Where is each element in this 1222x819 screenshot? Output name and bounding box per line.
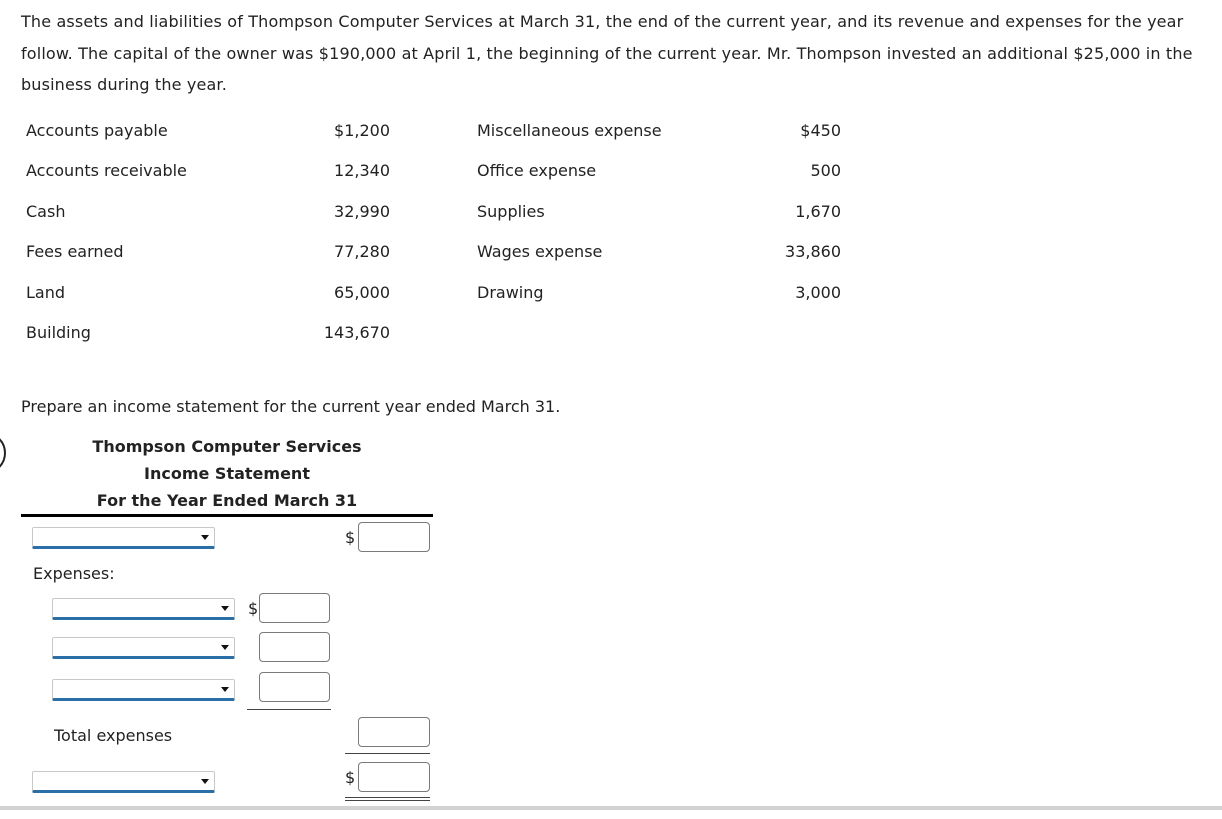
subtotal-rule: [247, 709, 331, 710]
account-name: Miscellaneous expense: [477, 121, 662, 140]
net-income-select[interactable]: [32, 771, 215, 793]
currency-symbol: $: [345, 768, 356, 787]
account-name: Wages expense: [477, 242, 603, 261]
horizontal-scrollbar[interactable]: [0, 806, 1222, 810]
currency-symbol: $: [345, 528, 356, 547]
chevron-down-icon: [221, 687, 229, 692]
total-expenses-label: Total expenses: [54, 726, 173, 745]
revenue-account-select[interactable]: [32, 527, 215, 549]
account-value: 500: [810, 161, 841, 180]
account-value: 143,670: [323, 323, 390, 342]
chevron-down-icon: [221, 645, 229, 650]
sidebar-edge-circle: [0, 432, 6, 474]
account-name: Accounts payable: [26, 121, 168, 140]
account-value: $450: [800, 121, 841, 140]
account-value: 77,280: [334, 242, 390, 261]
currency-symbol: $: [248, 599, 259, 618]
chevron-down-icon: [201, 535, 209, 540]
total-rule: [345, 753, 430, 754]
account-name: Drawing: [477, 283, 544, 302]
statement-title: Income Statement: [144, 464, 310, 483]
account-name: Land: [26, 283, 66, 302]
net-income-input[interactable]: [358, 762, 430, 792]
heading-rule: [21, 514, 433, 517]
expense-account-select-1[interactable]: [52, 598, 235, 620]
account-name: Supplies: [477, 202, 545, 221]
expense-amount-input-2[interactable]: [259, 632, 330, 662]
expense-account-select-3[interactable]: [52, 679, 235, 701]
account-value: 65,000: [334, 283, 390, 302]
expenses-label: Expenses:: [33, 564, 115, 583]
account-value: 12,340: [334, 161, 390, 180]
account-value: $1,200: [334, 121, 390, 140]
chevron-down-icon: [201, 779, 209, 784]
account-name: Fees earned: [26, 242, 124, 261]
statement-period: For the Year Ended March 31: [96, 491, 358, 510]
account-name: Office expense: [477, 161, 597, 180]
instruction-text: Prepare an income statement for the current year ended March 31.: [21, 397, 561, 416]
statement-company: Thompson Computer Services: [92, 437, 362, 456]
account-name: Accounts receivable: [26, 161, 187, 180]
double-rule-bottom: [345, 800, 430, 801]
chevron-down-icon: [221, 606, 229, 611]
expense-account-select-2[interactable]: [52, 637, 235, 659]
expense-amount-input-1[interactable]: [259, 593, 330, 623]
problem-description: The assets and liabilities of Thompson Computer Services at March 31, the end of the current year, and its revenue and expenses for the year follow. The capital of the owner was $190,000 at April 1, the beginning of the current year. Mr. Thompson invested an additional $25,000 in the business during the year.: [21, 12, 1193, 94]
account-value: 32,990: [334, 202, 390, 221]
expense-amount-input-3[interactable]: [259, 672, 330, 702]
account-value: 33,860: [785, 242, 841, 261]
double-rule-top: [345, 797, 430, 798]
account-value: 1,670: [795, 202, 841, 221]
account-name: Cash: [26, 202, 66, 221]
total-expenses-input[interactable]: [358, 717, 430, 747]
account-value: 3,000: [795, 283, 841, 302]
account-name: Building: [26, 323, 91, 342]
revenue-amount-input[interactable]: [358, 522, 430, 552]
